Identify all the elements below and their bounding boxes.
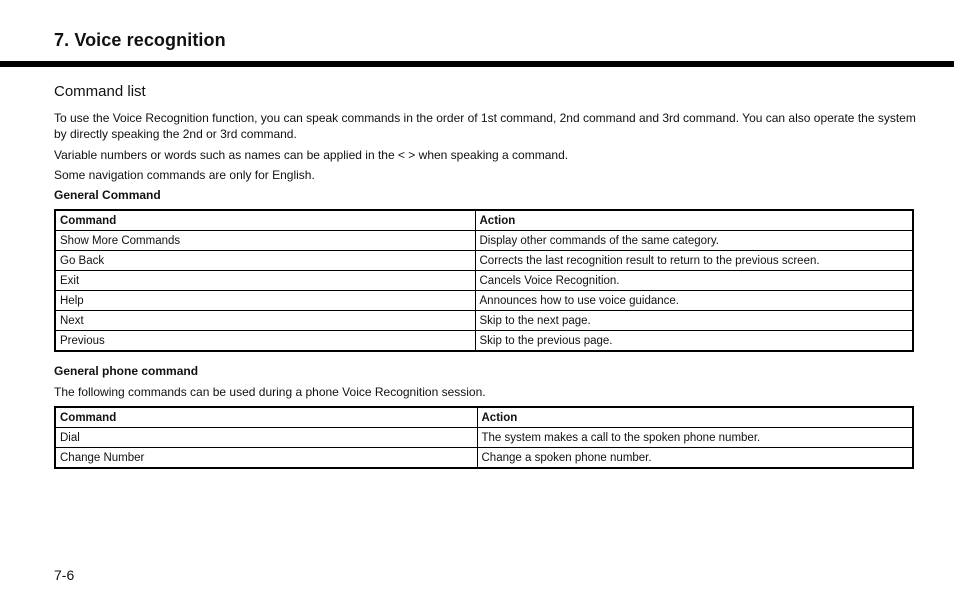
- general-command-heading: General Command: [54, 188, 161, 202]
- general-command-table: [54, 209, 914, 352]
- command-cell: Dial: [55, 428, 477, 448]
- command-cell: Go Back: [55, 251, 475, 271]
- table-row: [55, 331, 913, 352]
- variable-note-paragraph: Variable numbers or words such as names can be applied in the < > when speaking a command.: [54, 148, 569, 162]
- table-row: [55, 291, 913, 311]
- phone-command-heading: General phone command: [54, 364, 199, 378]
- table-header-row: [55, 407, 913, 428]
- command-cell: Exit: [55, 271, 475, 291]
- phone-command-intro: The following commands can be used during a phone Voice Recognition session.: [54, 385, 486, 399]
- column-header-action: Action: [477, 407, 913, 428]
- table-row: [55, 271, 913, 291]
- command-cell: Next: [55, 311, 475, 331]
- table-header-row: [55, 210, 913, 231]
- table-row: [55, 251, 913, 271]
- english-note-paragraph: Some navigation commands are only for English.: [54, 168, 315, 182]
- command-cell: Change Number: [55, 448, 477, 469]
- column-header-command: Command: [55, 407, 477, 428]
- table-row: [55, 231, 913, 251]
- page-number: 7-6: [54, 567, 75, 583]
- action-cell: Display other commands of the same category.: [475, 231, 913, 251]
- section-title: Command list: [54, 83, 146, 100]
- command-cell: Previous: [55, 331, 475, 352]
- action-cell: Skip to the previous page.: [475, 331, 913, 352]
- command-cell: Help: [55, 291, 475, 311]
- intro-paragraph: To use the Voice Recognition function, you can speak commands in the order of 1st command, 2nd command and 3rd command. You can also operate the system by directly speaking the 2nd or 3rd command.: [54, 111, 916, 141]
- action-cell: Announces how to use voice guidance.: [475, 291, 913, 311]
- column-header-action: Action: [475, 210, 913, 231]
- phone-command-table: [54, 406, 914, 469]
- action-cell: Skip to the next page.: [475, 311, 913, 331]
- table-row: [55, 448, 913, 469]
- action-cell: Change a spoken phone number.: [477, 448, 913, 469]
- chapter-divider: [0, 61, 954, 67]
- table-row: [55, 428, 913, 448]
- command-cell: Show More Commands: [55, 231, 475, 251]
- column-header-command: Command: [55, 210, 475, 231]
- table-row: [55, 311, 913, 331]
- chapter-title: 7. Voice recognition: [54, 30, 226, 50]
- action-cell: Cancels Voice Recognition.: [475, 271, 913, 291]
- action-cell: The system makes a call to the spoken phone number.: [477, 428, 913, 448]
- action-cell: Corrects the last recognition result to return to the previous screen.: [475, 251, 913, 271]
